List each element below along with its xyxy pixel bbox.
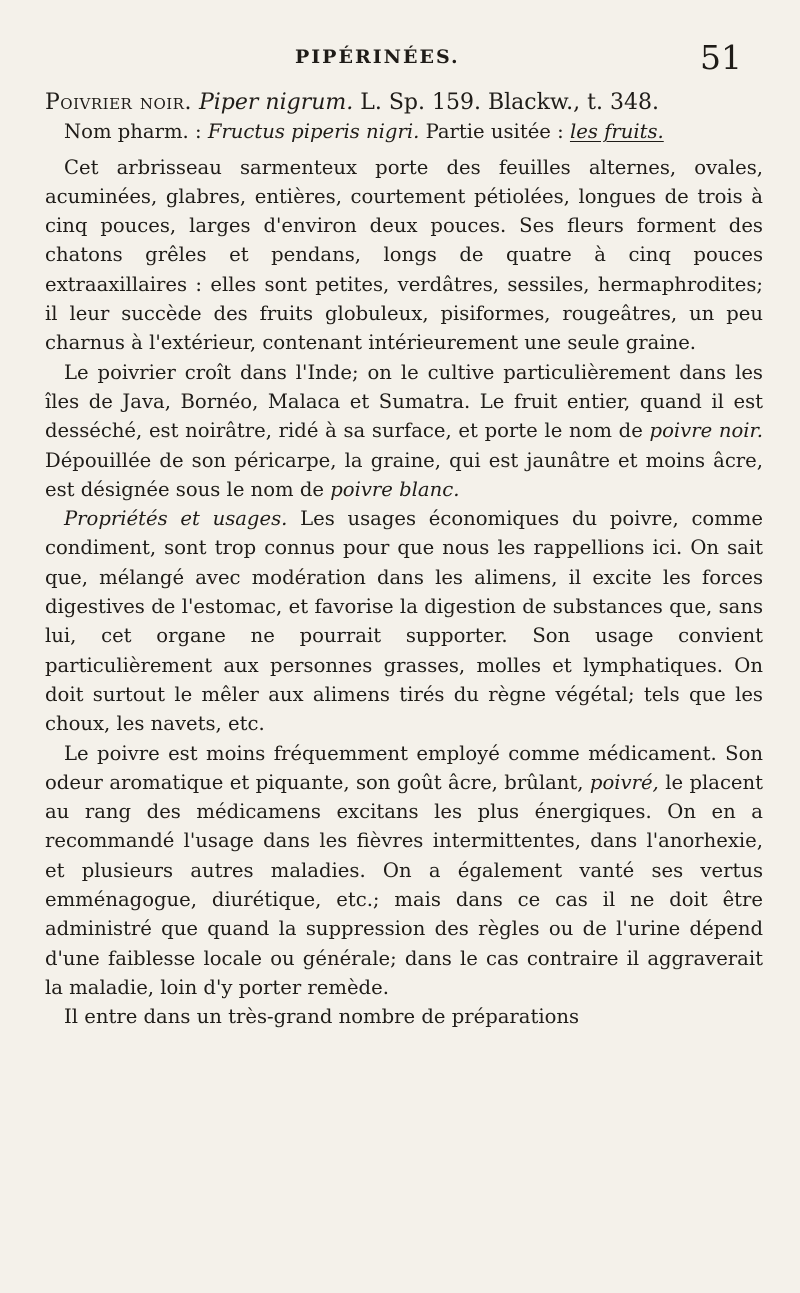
term-poivre-blanc: poivre blanc. bbox=[330, 477, 460, 501]
paragraph-last-line: Il entre dans un très-grand nombre de préparations bbox=[64, 1005, 580, 1029]
term-poivre-noir: poivre noir. bbox=[649, 419, 763, 443]
entry-citation: L. Sp. 159. Blackw., t. 348. bbox=[360, 90, 659, 115]
habitat-text-1: Le poivrier croît dans l'Inde; on le cultive particulièrement dans les îles de Java, Bornéo, Malaca et Sumatra. Le fruit entier, quand il est desséché, est noirâtre, ridé à sa surface, et porte le nom de bbox=[45, 360, 763, 443]
running-head bbox=[0, 38, 800, 78]
habitat-text-2: Dépouillée de son péricarpe, la graine, qui est jaunâtre et moins âcre, est désignée sous le nom de bbox=[45, 448, 763, 501]
entry-latin: Piper nigrum. bbox=[198, 90, 354, 115]
entry-heading bbox=[45, 88, 763, 117]
paragraph-habitat bbox=[45, 358, 763, 504]
section-title: PIPÉRINÉES. bbox=[295, 46, 460, 68]
medical-text-2: le placent au rang des médicamens excitans les plus énergiques. On en a recommandé l'usage dans les fièvres intermittentes, dans l'anorhexie, et plusieurs autres maladies. On a également vanté ses vertus emménagogue, diurétique, etc.; mais dans ce cas il ne doit être administré que quand la suppression des règles ou de l'urine dépend d'une faiblesse locale ou générale; dans le cas contraire il aggraverait la maladie, loin d'y porter remède. bbox=[45, 770, 763, 999]
body-text bbox=[45, 88, 763, 1032]
paragraph-medical bbox=[45, 739, 763, 1003]
entry-name: Poivrier noir. bbox=[45, 90, 192, 115]
page-number: 51 bbox=[700, 38, 742, 77]
pharm-name: Fructus piperis nigri. bbox=[207, 120, 420, 144]
pharm-label: Nom pharm. : bbox=[64, 120, 202, 144]
part-label: Partie usitée : bbox=[425, 120, 564, 144]
paragraph-properties bbox=[45, 504, 763, 738]
term-poivre: poivré, bbox=[589, 770, 659, 794]
properties-text: Les usages économiques du poivre, comme condiment, sont trop connus pour que nous les rappellions ici. On sait que, mélangé avec modération dans les alimens, il excite les forces digestives de l'estomac, et favorise la digestion de substances que, sans lui, cet organe ne pourrait supporter. Son usage convient particulièrement aux personnes grasses, molles et lymphatiques. On doit surtout le mêler aux alimens tirés du règne végétal; tels que les choux, les navets, etc. bbox=[45, 507, 763, 736]
medical-text-1: Le poivre est moins fréquemment employé comme médicament. Son odeur aromatique et piquante, son goût âcre, brûlant, bbox=[45, 741, 763, 794]
part-used: les fruits. bbox=[569, 120, 664, 144]
properties-heading: Propriétés et usages. bbox=[64, 507, 288, 531]
paragraph-description: Cet arbrisseau sarmenteux porte des feuilles alternes, ovales, acuminées, glabres, entières, courtement pétiolées, longues de trois à cinq pouces, larges d'environ deux pouces. Ses fleurs forment des chatons grêles et pendans, longs de quatre à cinq pouces extraaxillaires : elles sont petites, verdâtres, sessiles, hermaphrodites; il leur succède des fruits globuleux, pisiformes, rougeâtres, un peu charnus à l'extérieur, contenant intérieurement une seule graine. bbox=[45, 155, 763, 355]
pharm-line bbox=[45, 117, 763, 146]
